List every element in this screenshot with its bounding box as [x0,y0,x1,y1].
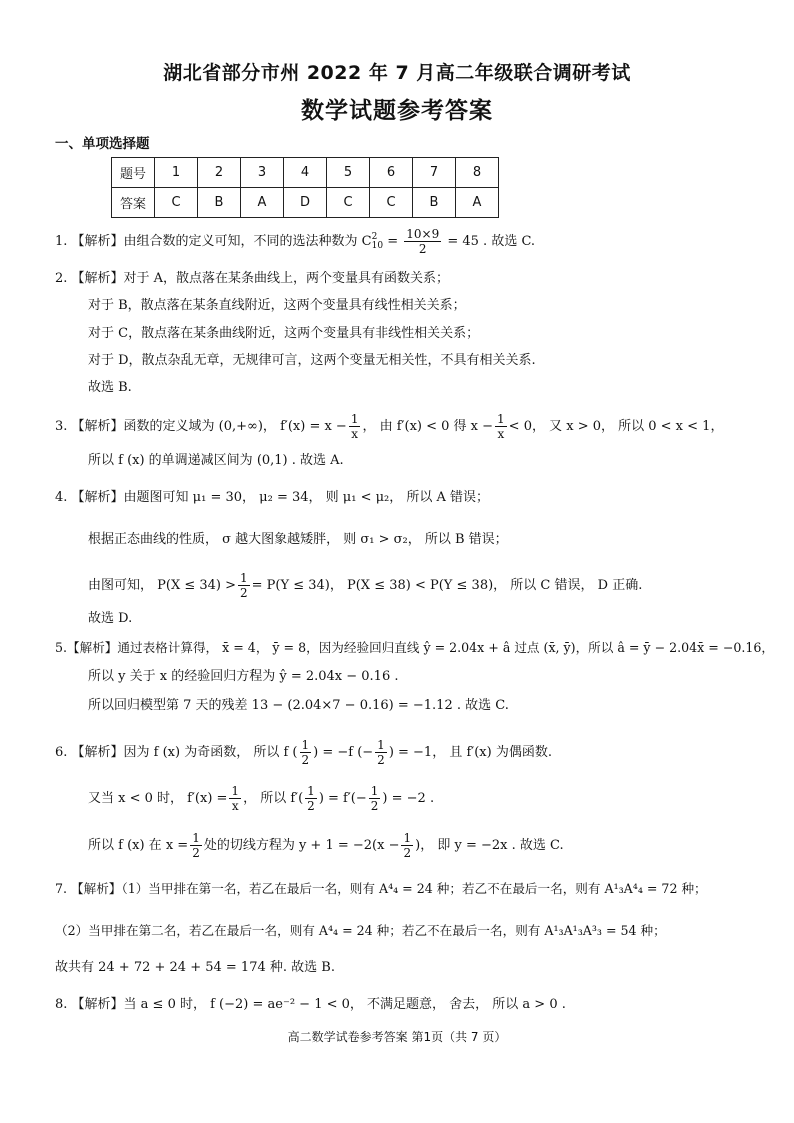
table-row [112,188,499,218]
fraction: $\frac{1}{2}$ [240,571,248,600]
solution-4-line: 故选 D. [88,611,133,626]
solution-2-line: 对于 C，散点落在某条曲线附近，这两个变量具有非线性相关关系； [88,326,480,341]
answer-cell: C [155,188,198,218]
solution-7-line: 故共有 24 + 72 + 24 + 54 = 174 种. 故选 B. [55,960,335,975]
row-label: 题号 [112,158,155,188]
answer-cell: A [456,188,499,218]
fraction: $\frac{1}{x}$ [497,412,505,441]
fraction: $\frac{1}{2}$ [307,784,315,813]
solution-1: 1. 【解析】由组合数的定义可知，不同的选法种数为 C 2 10 = $\frac{10\times 9}{2}$ = 45 . 故选 C. [55,227,536,256]
question-number: 4 [284,158,327,188]
solution-6-line2: 又当 x < 0 时， f′(x) = $\frac{1}{x}$ ， 所以 f′( $\frac{1}{2}$ ) = f′(− $\frac{1}{2}$ ) = −2 . [88,784,435,813]
solution-2-line: 对于 B，散点落在某条直线附近，这两个变量具有线性相关关系； [88,298,466,313]
question-number: 5 [327,158,370,188]
answer-cell: A [241,188,284,218]
solution-2-line: 故选 B. [88,380,132,395]
solution-4: 由图可知， P(X ≤ 34) > $\frac{1}{2}$ = P(Y ≤ 34)， P(X ≤ 38) < P(Y ≤ 38)， 所以 C 错误， D 正确. [88,571,643,600]
solution-6-line3: 所以 f (x) 在 x = $\frac{1}{2}$ 处的切线方程为 y + 1 = −2(x − $\frac{1}{2}$ )， 即 y = −2x . 故选 C. [88,831,564,860]
answer-cell: C [327,188,370,218]
solution-4-line: 根据正态曲线的性质， σ 越大图象越矮胖， 则 σ₁ > σ₂， 所以 B 错误； [88,532,508,547]
question-number: 6 [370,158,413,188]
answer-cell: B [198,188,241,218]
solution-6: 6. 【解析】因为 f (x) 为奇函数， 所以 f ( $\frac{1}{2}$ ) = −f (− $\frac{1}{2}$ ) = −1， 且 f′(x) 为偶函数. [55,738,552,767]
solution-3-line: 所以 f (x) 的单调递减区间为 (0,1) . 故选 A. [88,453,344,468]
question-number: 8 [456,158,499,188]
fraction: $\frac{1}{x}$ [231,784,240,813]
answer-cell: C [370,188,413,218]
fraction: $\frac{1}{2}$ [403,831,412,860]
answer-table [111,157,499,218]
row-label: 答案 [112,188,155,218]
document-subtitle: 数学试题参考答案 [301,98,493,124]
solution-8-line: 8. 【解析】当 a ≤ 0 时， f (−2) = ae⁻² − 1 < 0， 不满足题意， 舍去， 所以 a > 0 . [55,997,566,1012]
question-number: 7 [413,158,456,188]
page-footer: 高二数学试卷参考答案 第1页（共 7 页） [287,1030,507,1044]
solution-3: 3. 【解析】函数的定义域为 (0,+∞)， f′(x) = x − $\frac{1}{x}$ ， 由 f′(x) < 0 得 x − $\frac{1}{x}$ < 0， 又 x > 0， 所以 0 < x < 1， [55,412,724,441]
exam-title: 湖北省部分市州 2022 年 7 月高二年级联合调研考试 [163,62,631,84]
solution-2-line: 2. 【解析】对于 A，散点落在某条曲线上，两个变量具有函数关系； [55,271,450,286]
fraction: $\frac{1}{x}$ [350,412,359,441]
answer-cell: D [284,188,327,218]
fraction: $\frac{1}{2}$ [370,784,379,813]
solution-7-line: 7. 【解析】（1）当甲排在第一名，若乙在最后一名，则有 A⁴₄ = 24 种；若乙不在最后一名，则有 A¹₃A⁴₄ = 72 种； [55,881,707,896]
table-row [112,158,499,188]
solution-5-line: 所以回归模型第 7 天的残差 13 − (2.04×7 − 0.16) = −1.12 . 故选 C. [88,698,509,713]
solution-4-line: 4. 【解析】由题图可知 μ₁ = 30， μ₂ = 34， 则 μ₁ < μ₂， 所以 A 错误； [55,490,490,505]
solution-5-line: 所以 y 关于 x 的经验回归方程为 ŷ = 2.04x − 0.16 . [88,669,399,684]
fraction: $\frac{1}{2}$ [301,738,310,767]
answer-cell: B [413,188,456,218]
solution-2-line: 对于 D，散点杂乱无章，无规律可言，这两个变量无相关性，不具有相关关系. [88,353,536,368]
question-number: 3 [241,158,284,188]
fraction: $\frac{10\times 9}{2}$ [406,227,440,256]
fraction: $\frac{1}{2}$ [192,831,200,860]
fraction: $\frac{1}{2}$ [377,738,385,767]
solution-7-line: （2）当甲排在第二名，若乙在最后一名，则有 A⁴₄ = 24 种；若乙不在最后一名，则有 A¹₃A¹₃A³₃ = 54 种； [55,923,666,938]
question-number: 1 [155,158,198,188]
question-number: 2 [198,158,241,188]
section-heading: 一、单项选择题 [55,136,150,152]
solution-5-line: 5.【解析】通过表格计算得， x̄ = 4， ȳ = 8，因为经验回归直线 ŷ = 2.04x + â 过点 (x̄, ȳ)，所以 â = ȳ − 2.04x̄ = −0.16， [55,640,774,655]
